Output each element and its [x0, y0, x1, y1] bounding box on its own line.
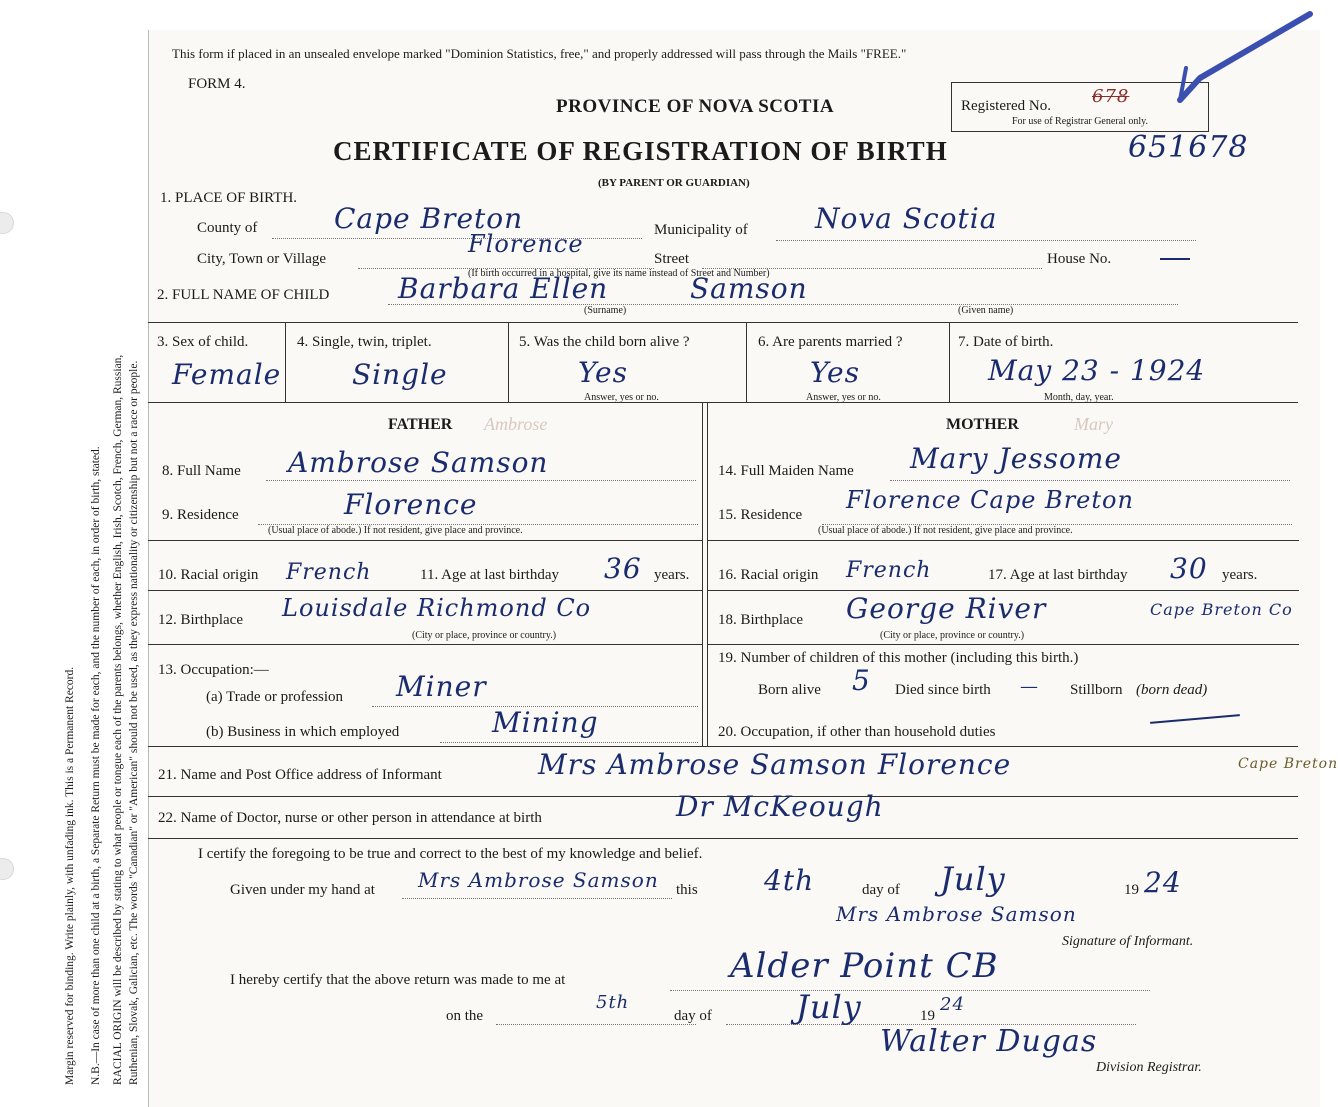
- mother-rule-3: [707, 644, 1299, 645]
- given-day: 4th: [764, 864, 815, 897]
- parents-divider-a: [702, 402, 703, 746]
- given-year-prefix: 19: [1124, 882, 1139, 898]
- grid-div-2: [508, 322, 509, 402]
- margin-rule: [148, 30, 149, 1107]
- street-label: Street: [654, 251, 689, 267]
- single-value: Single: [352, 358, 448, 391]
- registrar-signature: Walter Dugas: [880, 1024, 1098, 1059]
- child-surname: Samson: [690, 272, 808, 305]
- father-res-value: Florence: [344, 488, 478, 521]
- binding-hole-bottom: [0, 858, 14, 880]
- children-label: 19. Number of children of this mother (including this birth.): [718, 650, 1079, 666]
- registration-number-handwritten: 651678: [1128, 130, 1249, 165]
- alive-value: Yes: [578, 356, 628, 389]
- given-month: July: [940, 860, 1006, 898]
- registrar-caption: Division Registrar.: [1096, 1060, 1202, 1075]
- registered-label: Registered No.: [961, 98, 1051, 114]
- given-line: [402, 898, 672, 899]
- given-caption: (Given name): [958, 305, 1014, 316]
- registrar-note: For use of Registrar General only.: [1012, 116, 1148, 127]
- registrar-day-line: [496, 1024, 696, 1025]
- married-caption: Answer, yes or no.: [806, 392, 881, 403]
- mother-rule-2: [707, 590, 1299, 591]
- house-dash: [1160, 258, 1190, 260]
- margin-note-1: Margin reserved for binding. Write plainly, with unfading ink. This is a Permanent Record.: [64, 666, 76, 1085]
- registrar-month: July: [796, 988, 862, 1026]
- doctor-label: 22. Name of Doctor, nurse or other person in attendance at birth: [158, 810, 542, 826]
- mother-res-value: Florence Cape Breton: [846, 486, 1134, 514]
- mother-bp-value: George River: [846, 592, 1047, 625]
- mail-note: This form if placed in an unsealed envelope marked "Dominion Statistics, free," and properly addressed will pass through the Mails "FREE.": [172, 46, 907, 61]
- this-label: this: [676, 882, 698, 898]
- mother-bp-label: 18. Birthplace: [718, 612, 803, 628]
- given-day-label: day of: [862, 882, 900, 898]
- registrar-day-label: day of: [674, 1008, 712, 1024]
- mother-res-caption: (Usual place of abode.) If not resident, give place and province.: [818, 525, 1073, 536]
- trade-label: (a) Trade or profession: [206, 689, 344, 705]
- alive-caption: Answer, yes or no.: [584, 392, 659, 403]
- municipality-label: Municipality of: [654, 222, 748, 238]
- mother-occ-label: 20. Occupation, if other than household duties: [718, 724, 996, 740]
- on-the-label: on the: [446, 1008, 484, 1024]
- father-bp-label: 12. Birthplace: [158, 612, 243, 628]
- margin-note-2: N.B.—In case of more than one child at a birth, a Separate Return must be made for each, and the number of each, in order of birth, stated.: [90, 446, 102, 1085]
- registrar-year: 24: [940, 994, 965, 1015]
- informant-value: Mrs Ambrose Samson Florence: [538, 748, 1012, 781]
- single-label: 4. Single, twin, triplet.: [297, 334, 432, 350]
- mother-name-label: 14. Full Maiden Name: [718, 463, 854, 479]
- check-mark-icon: [1170, 8, 1320, 108]
- mother-name-value: Mary Jessome: [910, 442, 1122, 475]
- given-year: 24: [1144, 866, 1182, 899]
- grid-div-1: [285, 322, 286, 402]
- born-alive-label: Born alive: [758, 682, 821, 698]
- city-label: City, Town or Village: [197, 251, 327, 267]
- mother-age-value: 30: [1170, 552, 1208, 585]
- binding-hole-top: [0, 212, 14, 234]
- doctor-value: Dr McKeough: [676, 790, 884, 823]
- father-res-label: 9. Residence: [162, 507, 239, 523]
- father-rule-2: [148, 590, 702, 591]
- certify-statement: I certify the foregoing to be true and correct to the best of my knowledge and belief.: [198, 846, 703, 862]
- father-age-value: 36: [604, 552, 642, 585]
- father-name-line: [266, 480, 696, 481]
- died-value: —: [1020, 676, 1039, 697]
- father-res-caption: (Usual place of abode.) If not resident, give place and province.: [268, 525, 523, 536]
- father-years-label: years.: [654, 567, 690, 583]
- alive-label: 5. Was the child born alive ?: [519, 334, 690, 350]
- informant-extra: Cape Breton: [1238, 756, 1338, 772]
- business-line: [440, 742, 698, 743]
- father-heading: FATHER: [388, 416, 453, 433]
- rule-certify: [148, 838, 1298, 839]
- child-given-name: Barbara Ellen: [398, 272, 609, 305]
- province-title: PROVINCE OF NOVA SCOTIA: [556, 96, 835, 117]
- registrar-day: 5th: [596, 992, 630, 1013]
- occupation-label: 13. Occupation:—: [158, 662, 269, 678]
- informant-label: 21. Name and Post Office address of Informant: [158, 767, 442, 783]
- municipality-value: Nova Scotia: [815, 202, 998, 235]
- parents-divider-b: [707, 402, 708, 746]
- sex-value: Female: [172, 358, 282, 391]
- mother-res-label: 15. Residence: [718, 507, 803, 523]
- married-label: 6. Are parents married ?: [758, 334, 903, 350]
- father-age-label: 11. Age at last birthday: [420, 567, 559, 583]
- grid-div-4: [949, 322, 950, 402]
- child-name-label: 2. FULL NAME OF CHILD: [157, 287, 330, 303]
- mother-name-line: [890, 480, 1290, 481]
- father-race-value: French: [286, 560, 372, 585]
- father-rule-3: [148, 644, 702, 645]
- form-number: FORM 4.: [188, 76, 246, 92]
- sex-label: 3. Sex of child.: [157, 334, 249, 350]
- county-line: [272, 238, 642, 239]
- county-value: Cape Breton: [334, 202, 524, 235]
- municipality-line: [776, 240, 1196, 241]
- mother-years-label: years.: [1222, 567, 1258, 583]
- dob-value: May 23 - 1924: [988, 354, 1206, 387]
- registered-value: 678: [1092, 86, 1130, 107]
- married-value: Yes: [810, 356, 860, 389]
- father-faint-note: Ambrose: [484, 414, 548, 434]
- margin-note-4: Ruthenian, Slovak, Galician, etc. The words "Canadian" or "American" should not be used, as they express nationality or citizenship but not a race or people.: [128, 360, 140, 1085]
- mother-bp-caption: (City or place, province or country.): [880, 630, 1025, 641]
- house-label: House No.: [1047, 251, 1112, 267]
- county-label: County of: [197, 220, 258, 236]
- trade-value: Miner: [396, 670, 487, 703]
- father-rule-1: [148, 540, 702, 541]
- mother-race-value: French: [846, 558, 932, 583]
- place-of-birth-label: 1. PLACE OF BIRTH.: [160, 190, 298, 206]
- certificate-title: CERTIFICATE OF REGISTRATION OF BIRTH: [333, 136, 948, 166]
- business-value: Mining: [492, 706, 599, 739]
- registrar-place-line: [670, 990, 1150, 991]
- stillborn-label: Stillborn: [1070, 682, 1123, 698]
- born-alive-value: 5: [852, 664, 871, 697]
- mother-bp-extra: Cape Breton Co: [1150, 600, 1293, 619]
- died-label: Died since birth: [895, 682, 991, 698]
- father-race-label: 10. Racial origin: [158, 567, 259, 583]
- margin-note-3: RACIAL ORIGIN will be described by stating to what people or tongue each of the parents belongs, whether English, Irish, Scotch, French, German, Russian,: [112, 354, 124, 1085]
- mother-heading: MOTHER: [946, 416, 1019, 433]
- rule-informant: [148, 746, 1298, 747]
- informant-sig-caption: Signature of Informant.: [1062, 934, 1194, 949]
- given-at-value: Mrs Ambrose Samson: [418, 868, 659, 892]
- rule-parents: [148, 402, 1298, 403]
- mother-rule-1: [707, 540, 1299, 541]
- dob-caption: Month, day, year.: [1044, 392, 1114, 403]
- stillborn-note: (born dead): [1136, 682, 1208, 698]
- father-bp-caption: (City or place, province or country.): [412, 630, 557, 641]
- father-name-value: Ambrose Samson: [288, 446, 549, 479]
- registrar-year-prefix: 19: [920, 1008, 935, 1024]
- registrar-statement: I hereby certify that the above return was made to me at: [230, 972, 566, 988]
- mother-age-label: 17. Age at last birthday: [988, 567, 1128, 583]
- given-label: Given under my hand at: [230, 882, 375, 898]
- rule-top-grid: [148, 322, 1298, 323]
- business-label: (b) Business in which employed: [206, 724, 400, 740]
- dob-label: 7. Date of birth.: [958, 334, 1054, 350]
- father-bp-value: Louisdale Richmond Co: [282, 594, 592, 622]
- informant-signature: Mrs Ambrose Samson: [836, 902, 1077, 926]
- surname-caption: (Surname): [584, 305, 627, 316]
- registrar-place: Alder Point CB: [730, 946, 999, 986]
- father-name-label: 8. Full Name: [162, 463, 241, 479]
- mother-faint-note: Mary: [1074, 414, 1113, 434]
- certificate-subtitle: (BY PARENT OR GUARDIAN): [598, 177, 750, 189]
- hospital-note: (If birth occurred in a hospital, give its name instead of Street and Number): [468, 268, 770, 279]
- grid-div-3: [746, 322, 747, 402]
- city-value: Florence: [468, 230, 584, 258]
- mother-race-label: 16. Racial origin: [718, 567, 819, 583]
